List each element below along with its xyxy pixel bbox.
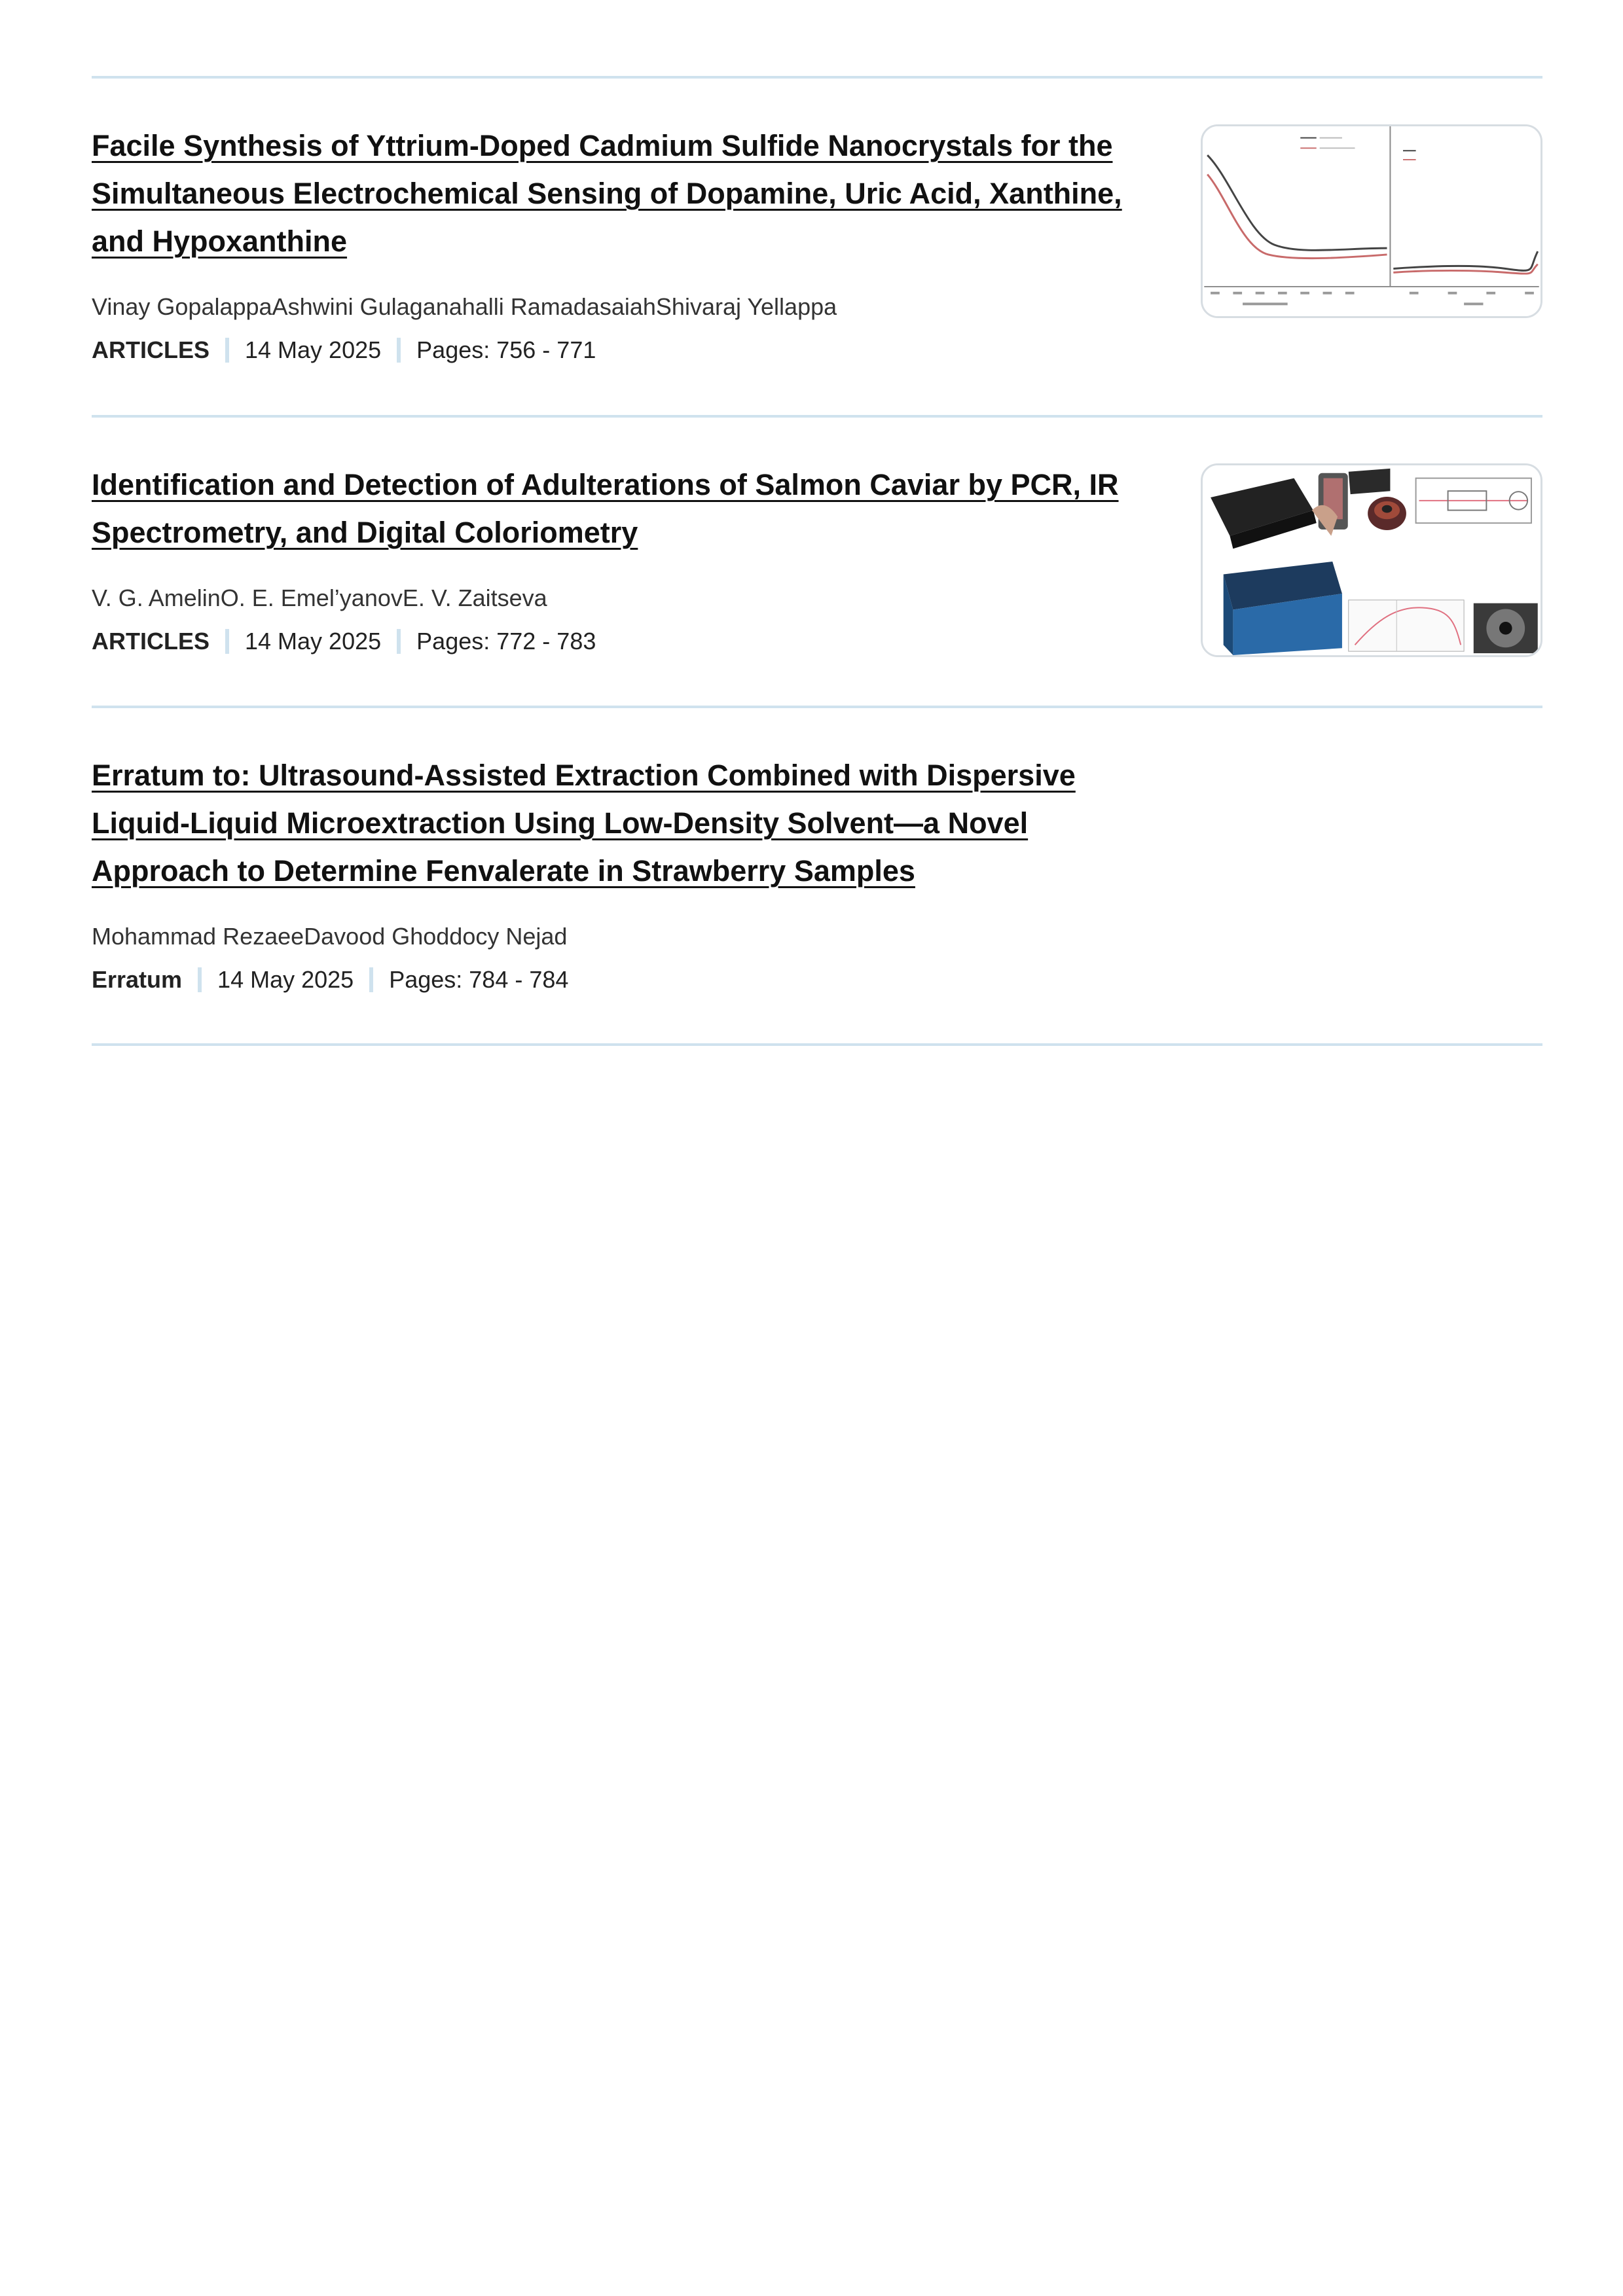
article-pages: Pages: 784 - 784 [389, 966, 569, 993]
article-item [92, 708, 1542, 1043]
article-meta [92, 336, 1542, 365]
divider [92, 1043, 1542, 1046]
article-item [92, 418, 1542, 706]
article-type: ARTICLES [92, 336, 210, 363]
article-authors: Mohammad RezaeeDavood Ghoddocy Nejad [92, 923, 568, 950]
meta-separator [369, 967, 373, 992]
article-pages: Pages: 772 - 783 [416, 628, 596, 655]
article-title [92, 122, 1152, 265]
article-date: 14 May 2025 [217, 966, 354, 993]
article-authors: Vinay GopalappaAshwini Gulaganahalli RamadasaiahShivaraj Yellappa [92, 293, 837, 320]
article-item [92, 79, 1542, 415]
article-title-link[interactable]: Identification and Detection of Adulterations of Salmon Caviar by PCR, IR Spectrometry, and Digital Coloriometry [92, 468, 1119, 549]
article-title-link[interactable]: Erratum to: Ultrasound-Assisted Extraction Combined with Dispersive Liquid-Liquid Microextraction Using Low-Density Solvent—a Novel Approach to Determine Fenvalerate in Strawberry Samples [92, 759, 1076, 888]
article-date: 14 May 2025 [245, 628, 382, 655]
article-title [92, 461, 1152, 556]
article-list [92, 76, 1542, 1046]
article-meta [92, 965, 1542, 994]
meta-separator [225, 338, 229, 363]
article-pages: Pages: 756 - 771 [416, 336, 596, 363]
article-thumbnail[interactable] [1201, 124, 1542, 318]
article-title [92, 751, 1152, 895]
meta-separator [397, 338, 401, 363]
article-authors: V. G. AmelinO. E. Emel’yanovE. V. Zaitseva [92, 584, 547, 611]
spectra-plot-image [1203, 126, 1541, 316]
meta-separator [198, 967, 202, 992]
article-title-link[interactable]: Facile Synthesis of Yttrium-Doped Cadmium Sulfide Nanocrystals for the Simultaneous Electrochemical Sensing of Dopamine, Uric Acid, Xanthine, and Hypoxanthine [92, 129, 1122, 258]
meta-separator [225, 629, 229, 654]
article-date: 14 May 2025 [245, 336, 382, 363]
instruments-image [1203, 465, 1541, 655]
article-type: ARTICLES [92, 628, 210, 655]
article-type: Erratum [92, 966, 183, 993]
article-thumbnail[interactable] [1201, 463, 1542, 657]
meta-separator [397, 629, 401, 654]
